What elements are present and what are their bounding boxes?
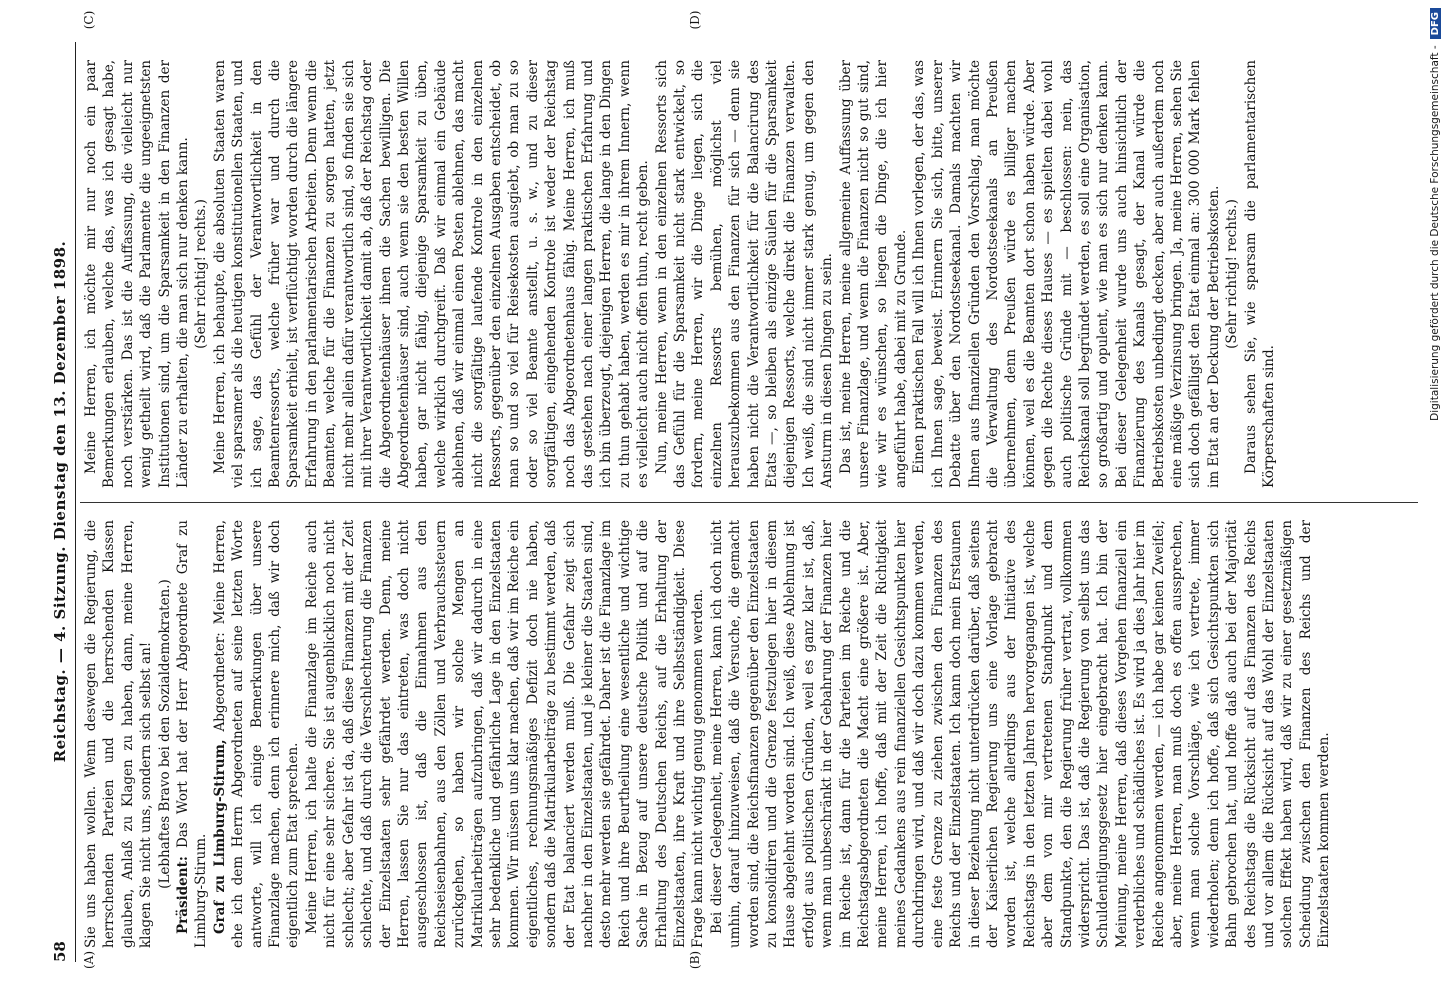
paragraph: Das ist, meine Herren, meine allgemeine Auffassung über unsere Finanzlage, und wenn die Finanzen nicht so gut sind, wie wir es wünschen, so liegen die Dinge, die ich hier angeführt habe, dabei mit zu Grunde. <box>837 60 909 488</box>
header-rule <box>75 42 76 962</box>
margin-marker-c: (C) <box>82 10 96 30</box>
paragraph: Meine Herren, ich möchte mir nur noch ein paar Bemerkungen erlauben, welche das, was ich gesagt habe, noch verstärken. Das ist die Auffassung, die vielleicht nur wenig getheilt wird, daß die Parlamente die ungeeignetsten Institutionen sind, um die Sparsamkeit in den Finanzen der Länder zu erhalten, die man sich nur denken kann. <box>83 60 192 488</box>
dfg-logo: DFG <box>1430 8 1441 39</box>
paragraph: Meine Herren, ich behaupte, die absoluten Staaten waren viel sparsamer als die heutigen konstitutionellen Staaten, und ich sage, das Gefühl der Verantwortlichkeit in den Beamtenressorts, welche früher war und durch die Sparsamkeit erhielt, ist verflüchtigt worden durch die längere Erfahrung in den parlamentarischen Arbeiten. Denn wenn die Beamten, welche für die Finanzen zu sorgen hatten, jetzt nicht mehr allein dafür verantwortlich sind, so finden sie sich mit ihrer Verantwortlichkeit damit ab, daß der Reichstag oder die Abgeordnetenhäuser ihnen die Sachen bewilligen. Die Abgeordnetenhäuser sind, auch wenn sie den besten Willen haben, gar nicht fähig, diejenige Sparsamkeit zu üben, welche wirklich durchgreift. Daß wir einmal ein Gebäude ablehnen, daß wir einmal einen Posten ablehnen, das macht nicht die sorgfältige laufende Kontrole in den einzelnen Ressorts, gegenüber den einzelnen Ausgaben entscheidet, ob man so und so viel für Reisekosten ausgiebt, ob man zu so oder so viel Beamte anstellt, u. s. w., und zu dieser sorgfältigen, eingehenden Kontrole ist weder der Reichstag noch das Abgeordnetenhaus fähig. Meine Herren, ich muß das gestehen nach einer langen praktischen Erfahrung und ich bin überzeugt, diejenigen Herren, die lange in den Dingen zu thun gehabt haben, werden es mir in ihrem Innern, wenn es vielleicht auch nicht offen thun, recht geben. <box>211 60 652 488</box>
paragraph: Sie uns haben wollen. Wenn deswegen die Regierung, die herrschenden Parteien und die herrschenden Klassen glauben, Anlaß zu Klagen zu haben, dann, meine Herren, klagen Sie nicht uns, sondern sich selbst an! <box>83 520 155 948</box>
interjection: (Sehr richtig! rechts.) <box>1224 199 1241 349</box>
paragraph: Daraus sehen Sie, wie sparsam die parlamentarischen Körperschaften sind. <box>1242 60 1277 488</box>
speaker-name: Präsident: <box>175 856 192 934</box>
margin-marker-d: (D) <box>688 10 702 30</box>
paragraph <box>174 520 211 948</box>
paragraph: Bei dieser Gelegenheit, meine Herren, kann ich doch nicht umhin, darauf hinzuweisen, daß die Versuche, die gemacht worden sind, die Reichsfinanzen gegenüber den Einzelstaaten zu konsolidiren und die Grenze festzulegen hier in diesem Hause abgelehnt worden sind. Ich weiß, diese Ablehnung ist erfolgt aus politischen Gründen, weil es ganz klar ist, daß, wenn man unbeschränkt in der Gebahrung der Finanzen hier im Reiche ist, dann für die Parteien im Reiche und die Reichstagsabgeordneten die Macht eine größere ist. Aber, meine Herren, ich hoffe, daß mit der Zeit die Richtigkeit meines Gedankens aus rein finanziellen Gesichtspunkten hier durchdringen wird, und daß wir doch dazu kommen werden, eine feste Grenze zu ziehen zwischen den Finanzen des Reichs und der Einzelstaaten. Ich kann doch mein Erstaunen in dieser Beziehung nicht unterdrücken darüber, daß seitens der Kaiserlichen Regierung uns eine Vorlage gebracht worden ist, welche allerdings aus der Initiative des Reichstags in den letzten Jahren hervorgegangen ist, welche aber dem von mir vertretenen Standpunkt und dem Standpunkte, den die Regierung früher vertrat, vollkommen widerspricht. Das ist, daß die Regierung von selbst uns das Schuldentilgungsgesetz hier eingebracht hat. Ich bin der Meinung, meine Herren, daß dieses Vorgehen finanziell ein verderbliches und schädliches ist. Es wird ja dies Jahr hier im Reiche angenommen werden, — ich habe gar keinen Zweifel; aber, meine Herren, man muß doch es offen aussprechen, wenn man solche Vorschläge, wie ich vertrete, immer wiederholen; denn ich hoffe, daß sich Gesichtspunkten sich Bahn gebrochen hat, und hoffe daß auch bei der Majorität des Reichstags die Rücksicht auf das Finanzen des Reichs und vor allem die Rücksicht auf das Wohl der Einzelstaaten solchen Effekt haben wird, daß wir zu einer gesetzmäßigen Scheidung zwischen den Finanzen des Reichs und der Einzelstaaten kommen werden. <box>708 520 1333 948</box>
running-header <box>48 42 72 962</box>
margin-marker-a: (A) <box>82 950 96 970</box>
credit-text: Digitalisierung gefördert durch die Deutsche Forschungsgemeinschaft - <box>1429 45 1441 421</box>
rotated-page-content <box>48 10 1418 970</box>
page-number: 58 <box>51 941 69 962</box>
speaker-text: Das Wort hat der Herr Abgeordnete Graf zu Limburg-Stirum. <box>175 520 210 948</box>
speaker-name: Graf zu Limburg-Stirum, <box>211 739 228 934</box>
digitization-credit-strip <box>1418 8 1441 992</box>
speaker-text: Abgeordneter: Meine Herren, ehe ich dem Herrn Abgeordneten auf seine letzten Worte antworte, will ich einige Bemerkungen über unsere Finanzlage machen, denn ich erinnere mich, daß wir doch eigentlich zum Etat sprechen. <box>211 520 302 948</box>
column-divider <box>80 502 1418 503</box>
interjection: (Lebhaftes Bravo bei den Sozialdemokraten.) <box>156 579 173 889</box>
paragraph: Meine Herren, ich halte die Finanzlage im Reiche auch nicht für eine sehr sichere. Sie ist augenblicklich noch nicht schlecht; aber Gefahr ist da, daß diese Finanzen mit der Zeit schlechte, und daß durch die Verschlechterung die Finanzen der Einzelstaaten sehr gefährdet werden. Denn, meine Herren, lassen Sie nur das eintreten, was doch nicht ausgeschlossen ist, daß die Einnahmen aus den Reichseisenbahnen, aus den Zöllen und Verbrauchssteuern zurückgehen, so haben wir solche Mengen an Matrikularbeiträgen aufzubringen, daß wir dadurch in eine sehr bedenkliche und gefährliche Lage in den Einzelstaaten kommen. Wir müssen uns klar machen, daß wir im Reiche ein eigentliches, rechnungsmäßiges Defizit doch nie haben, sondern daß die Matrikularbeiträge zu bestimmt werden, daß der Etat balanciert werden muß. Die Gefahr zeigt sich nachher in den Einzelstaaten, und je kleiner die Staaten sind, desto mehr werden sie gefährdet. Daher ist die Finanzlage im Reich und ihre Beurtheilung eine wesentliche und wichtige Sache in Bezug auf unsere deutsche Politik und auf die Erhaltung des Deutschen Reichs, auf die Erhaltung der Einzelstaaten, ihre Kraft und ihre Selbstständigkeit. Diese Frage kann nicht wichtig genug genommen werden. <box>303 520 707 948</box>
paragraph: Nun, meine Herren, wenn in den einzelnen Ressorts sich das Gefühl für die Sparsamkeit nicht stark entwickelt, so fordern, meine Herren, wir die Dinge liegen, sich die einzelnen Ressorts bemühen, möglichst viel herauszubekommen aus den Finanzen für sich — denn sie haben nicht die Verantwortlichkeit für die Balancirung des Etats —, so bleiben als einzige Säulen für die Sparsamkeit diejenigen Ressorts, welche direkt die Finanzen verwalten. Ich weiß, die sind nicht immer stark genug, um gegen den Ansturm in diesen Dingen zu sein. <box>653 60 836 488</box>
interjection: (Sehr richtig! rechts.) <box>193 199 210 349</box>
right-column <box>82 60 1372 488</box>
left-column <box>82 520 1372 948</box>
paragraph: Einen praktischen Fall will ich Ihnen vorlegen, der das, was ich Ihnen sage, beweist. Erinnern Sie sich, bitte, unserer Debatte über den Nordostseekanal. Damals machten wir Ihnen aus finanziellen Gründen den Vorschlag, man möchte die Verwaltung des Nordostseekanals an Preußen übernehmen, denn Preußen würde es billiger machen können, weil es die Beamten dort schon haben würde. Aber gegen die Rechte dieses Hauses — es spielten dabei wohl auch politische Gründe mit — beschlossen: nein, das Reichskanal soll begründet werden, es soll eine Organisation, so großartig und opulent, wie man es sich nur denken kann. Bei dieser Gelegenheit wurde uns auch hinsichtlich der Finanzierung des Kanals gesagt, der Kanal würde die Betriebskosten unbedingt decken, aber auch außerdem noch eine mäßige Verzinsung bringen. Ja, meine Herren, sehen Sie sich doch gefälligst den Etat einmal an: 300 000 Mark fehlen im Etat an der Deckung der Betriebskosten. <box>911 60 1222 488</box>
margin-marker-b: (B) <box>688 950 702 970</box>
header-title: Reichstag. — 4. Sitzung. Dienstag den 13. Dezember 1898. <box>51 240 69 763</box>
paragraph <box>211 520 303 948</box>
